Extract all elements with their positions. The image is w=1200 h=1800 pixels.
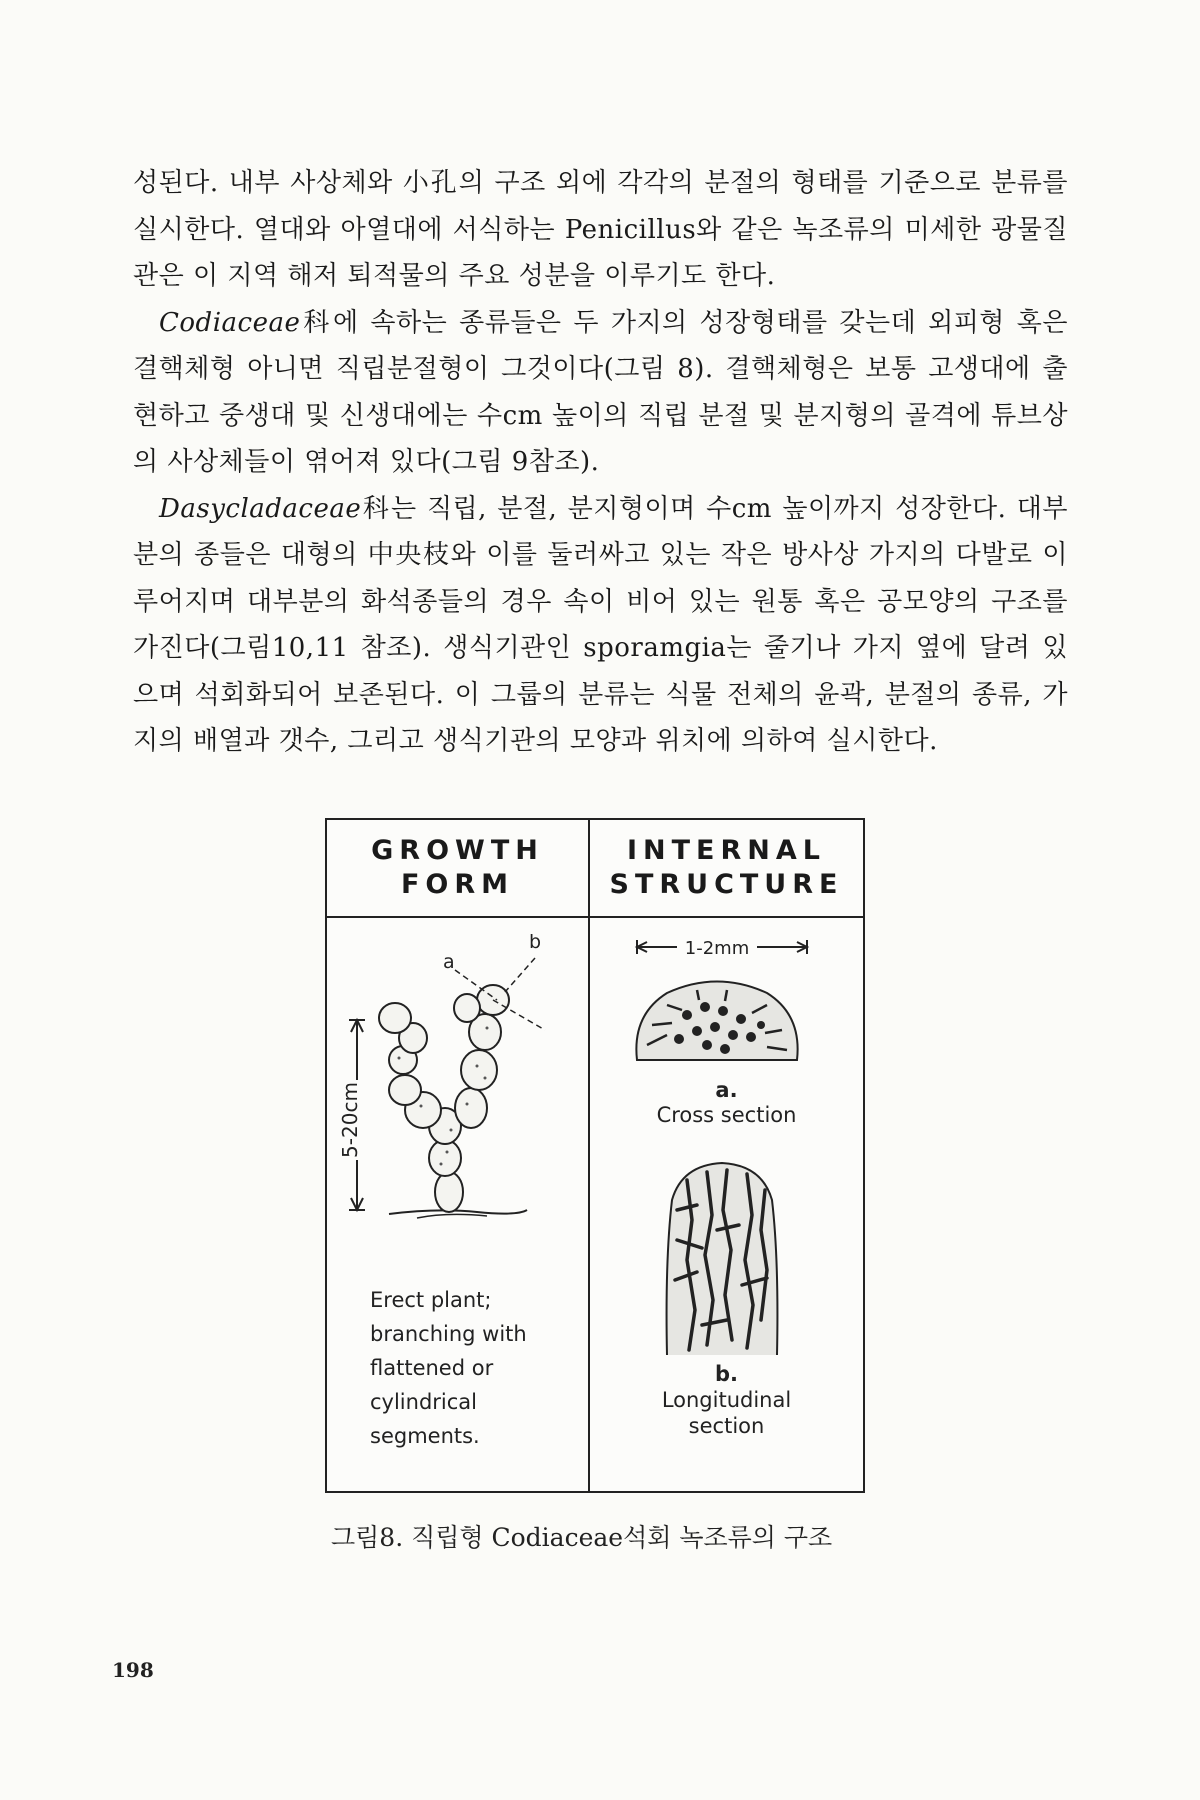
longitudinal-section-drawing xyxy=(657,1160,787,1360)
body-text xyxy=(133,160,1068,765)
growth-form-description xyxy=(370,1283,570,1453)
paragraph-3-text: 科는 직립, 분절, 분지형이며 수cm 높이까지 성장한다. 대부분의 종들은 대형의 中央枝와 이를 둘러싸고 있는 작은 방사상 가지의 다발로 이루어지며 대부분의 화석종들의 경우 속이 비어 있는 원통 혹은 공모양의 구조를 가진다(그림10,11 참조). 생식기관인 sporamgia는 줄기나 가지 옆에 달려 있으며 석회화되어 보존된다. 이 그룹의 분류는 식물 전체의 윤곽, 분절의 종류, 가지의 배열과 갯수, 그리고 생식기관의 모양과 위치에 의하여 실시한다. xyxy=(133,493,1068,756)
desc-line-3: flattened or xyxy=(370,1356,494,1380)
growth-form-header xyxy=(327,820,590,918)
page-number: 198 xyxy=(112,1658,154,1682)
growth-header-line2: FORM xyxy=(400,869,515,900)
cross-section-caption: Cross section xyxy=(656,1103,797,1127)
longitudinal-caption-2: section xyxy=(688,1414,765,1438)
erect-plant-drawing xyxy=(327,920,589,1280)
paragraph-2-text: 科에 속하는 종류들은 두 가지의 성장형태를 갖는데 외피형 혹은 결핵체형 아니면 직립분절형이 그것이다(그림 8). 결핵체형은 보통 고생대에 출현하고 중생대 및 신생대에는 수cm 높이의 직립 분절 및 분지형의 골격에 튜브상의 사상체들이 엮어져 있다(그림 9참조). xyxy=(133,307,1068,477)
plant-label-a: a xyxy=(443,951,455,973)
desc-line-2: branching with xyxy=(370,1322,527,1346)
growth-header-line1: GROWTH xyxy=(371,835,544,866)
scale-bar xyxy=(597,930,857,970)
scale-label: 1-2mm xyxy=(684,938,750,959)
desc-line-1: Erect plant; xyxy=(370,1288,492,1312)
longitudinal-caption-1: Longitudinal xyxy=(661,1388,792,1412)
internal-header-line2: STRUCTURE xyxy=(609,869,844,900)
internal-structure-header xyxy=(590,820,863,918)
longitudinal-label: b. xyxy=(714,1362,738,1386)
desc-line-4: cylindrical xyxy=(370,1390,477,1414)
desc-line-5: segments. xyxy=(370,1424,480,1448)
plant-label-b: b xyxy=(529,931,542,953)
paragraph-1: 성된다. 내부 사상체와 小孔의 구조 외에 각각의 분절의 형태를 기준으로 분류를 실시한다. 열대와 아열대에 서식하는 Penicillus와 같은 녹조류의 미세한 광물질 관은 이 지역 해저 퇴적물의 주요 성분을 이루기도 한다. xyxy=(133,168,1068,291)
height-label: 5-20cm xyxy=(338,1082,362,1158)
paragraph-3 xyxy=(133,486,1068,765)
figure-8 xyxy=(325,818,865,1493)
cross-section-label: a. xyxy=(715,1078,738,1102)
internal-header-line1: INTERNAL xyxy=(626,835,826,866)
taxon-dasycladaceae: Dasycladaceae xyxy=(159,493,362,524)
paragraph-2 xyxy=(133,300,1068,486)
cross-section-drawing xyxy=(627,975,807,1065)
figure-caption: 그림8. 직립형 Codiaceae석회 녹조류의 구조 xyxy=(331,1523,833,1552)
taxon-codiaceae: Codiaceae xyxy=(159,307,301,338)
